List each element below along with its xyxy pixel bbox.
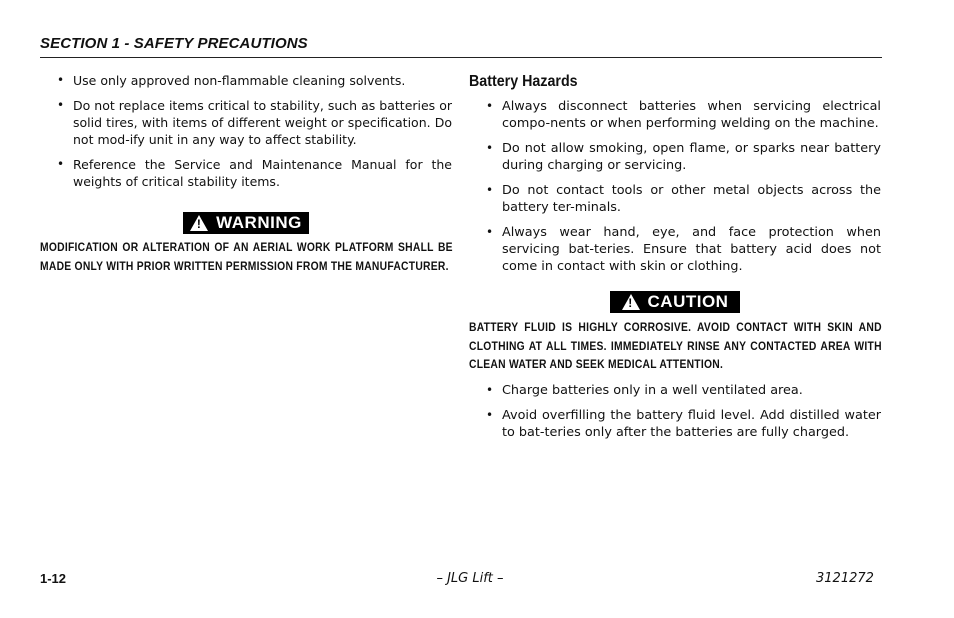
bullet-icon: • xyxy=(486,407,494,422)
caution-label: CAUTION xyxy=(647,292,729,311)
list-item-text: Do not contact tools or other metal objects across the battery ter-minals. xyxy=(502,183,881,215)
list-item-text: Always wear hand, eye, and face protection when servicing bat-teries. Ensure that battery acid does not come in contact with skin or clothing. xyxy=(502,225,881,274)
list-item xyxy=(40,72,452,89)
left-column xyxy=(40,72,452,275)
exclamation-mark: ! xyxy=(196,217,202,231)
list-item-text: Reference the Service and Maintenance Manual for the weights of critical stability items. xyxy=(73,157,452,189)
right-column xyxy=(469,72,881,449)
warning-triangle-icon xyxy=(622,294,640,310)
exclamation-mark: ! xyxy=(628,296,633,310)
bullet-icon: • xyxy=(486,225,494,239)
list-item-text: Charge batteries only in a well ventilated area. xyxy=(502,382,803,398)
warning-signal-box xyxy=(183,212,309,234)
bullet-icon: • xyxy=(57,73,65,87)
list-item xyxy=(469,140,881,174)
doc-number: 3121272 xyxy=(816,571,874,586)
bullet-icon: • xyxy=(57,98,65,112)
caution-signal-box xyxy=(610,291,740,313)
bullet-icon: • xyxy=(486,141,494,155)
battery-hazards-heading: Battery Hazards xyxy=(469,73,578,90)
section-title: SECTION 1 - SAFETY PRECAUTIONS xyxy=(40,35,308,52)
caution-text: BATTERY FLUID IS HIGHLY CORROSIVE. AVOID CONTACT WITH SKIN AND CLOTHING AT ALL TIMES. IMMEDIATELY RINSE ANY CONTACTED AREA WITH CLEAN WATER AND SEEK MEDICAL ATTENTION. xyxy=(469,320,882,371)
list-item xyxy=(40,156,452,190)
footer-center-text: – JLG Lift – xyxy=(436,571,504,586)
list-item xyxy=(40,97,452,148)
section-header xyxy=(40,35,882,58)
warning-label: WARNING xyxy=(216,213,302,232)
bullet-icon: • xyxy=(486,382,494,397)
right-bullet-list-after xyxy=(469,382,881,441)
list-item xyxy=(469,382,881,399)
bullet-icon: • xyxy=(486,99,494,113)
list-item-text: Avoid overfilling the battery fluid level. Add distilled water to bat-teries only after the batteries are fully charged. xyxy=(502,407,881,440)
warning-text: MODIFICATION OR ALTERATION OF AN AERIAL WORK PLATFORM SHALL BE MADE ONLY WITH PRIOR WRITTEN PERMISSION FROM THE MANUFACTURER. xyxy=(40,240,453,273)
list-item xyxy=(469,407,881,441)
page-number: 1-12 xyxy=(40,571,67,586)
list-item xyxy=(469,224,881,275)
list-item-text: Always disconnect batteries when servicing electrical compo-nents or when performing welding on the machine. xyxy=(502,99,881,131)
right-bullet-list xyxy=(469,98,881,275)
list-item-text: Do not allow smoking, open flame, or sparks near battery during charging or servicing. xyxy=(502,141,881,173)
bullet-icon: • xyxy=(486,183,494,197)
list-item-text: Do not replace items critical to stability, such as batteries or solid tires, with items of different weight or specification. Do not mod-ify unit in any way to affect stability. xyxy=(73,98,452,147)
list-item xyxy=(469,98,881,132)
bullet-icon: • xyxy=(57,157,65,171)
left-bullet-list xyxy=(40,72,452,190)
warning-triangle-icon xyxy=(190,215,208,231)
list-item xyxy=(469,182,881,216)
list-item-text: Use only approved non-flammable cleaning solvents. xyxy=(73,73,406,88)
